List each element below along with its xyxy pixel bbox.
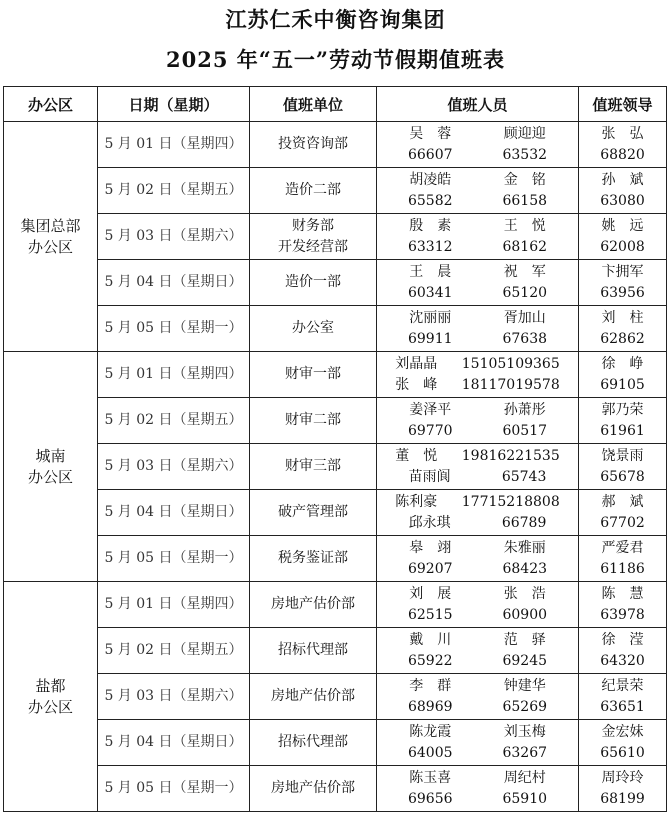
duty-date: 5 月 02 日（星期五） (98, 398, 250, 444)
leader-name: 饶景雨 (601, 447, 644, 464)
duty-staff-cell (377, 352, 579, 398)
duty-staff-cell (377, 214, 579, 260)
duty-staff-cell (377, 766, 579, 812)
staff-names-line (377, 676, 578, 697)
duty-unit-cell (250, 720, 377, 766)
staff-names-line (377, 584, 578, 605)
header-staff: 值班人员 (377, 87, 579, 122)
staff-phone: 63532 (502, 146, 548, 163)
staff-names-line (377, 216, 578, 237)
staff-names-line (377, 630, 578, 651)
staff-phones-line (377, 651, 578, 672)
duty-date: 5 月 04 日（星期日） (98, 720, 250, 766)
staff-phone: 60900 (502, 606, 548, 623)
duty-leader-cell (579, 720, 667, 766)
staff-name: 王 悦 (503, 217, 546, 234)
duty-unit-cell (250, 674, 377, 720)
staff-phone: 69207 (407, 560, 453, 577)
staff-name: 姜泽平 (409, 401, 452, 418)
duty-leader-cell (579, 122, 667, 168)
staff-names-line (377, 768, 578, 789)
duty-staff-cell (377, 582, 579, 628)
staff-phone: 65743 (501, 468, 547, 485)
staff-name: 范 驿 (503, 631, 546, 648)
duty-staff-cell (377, 490, 579, 536)
staff-phone: 68162 (502, 238, 548, 255)
duty-leader-cell (579, 306, 667, 352)
duty-leader-cell (579, 168, 667, 214)
office-region-label: 办公区 (27, 697, 73, 716)
staff-names-line (377, 538, 578, 559)
duty-unit-secondary: 开发经营部 (278, 238, 348, 255)
office-region-name: 盐都 (35, 676, 66, 695)
staff-phone: 66789 (501, 514, 547, 531)
staff-names-line (377, 262, 578, 283)
staff-name: 张 峰 (395, 376, 438, 393)
duty-unit-cell (250, 766, 377, 812)
duty-leader-cell (579, 674, 667, 720)
staff-phone: 67638 (502, 330, 548, 347)
staff-name: 孙萧彤 (503, 401, 546, 418)
staff-name: 董 悦 (395, 447, 438, 464)
staff-phone: 65269 (502, 698, 548, 715)
staff-entry (377, 446, 578, 467)
duty-leader-cell (579, 260, 667, 306)
leader-phone: 63978 (600, 606, 645, 623)
duty-staff-cell (377, 306, 579, 352)
staff-name: 刘晶晶 (395, 355, 438, 372)
duty-unit-cell (250, 628, 377, 674)
staff-name: 朱雅丽 (503, 539, 546, 556)
staff-phones-line (377, 789, 578, 810)
staff-phone: 69245 (502, 652, 548, 669)
duty-date: 5 月 03 日（星期六） (98, 674, 250, 720)
duty-leader-cell (579, 582, 667, 628)
duty-unit-cell (250, 260, 377, 306)
staff-phone: 65120 (502, 284, 548, 301)
table-row (4, 536, 667, 582)
staff-names-line (377, 722, 578, 743)
duty-unit: 招标代理部 (278, 734, 348, 750)
duty-date: 5 月 02 日（星期五） (98, 168, 250, 214)
staff-name: 胡凌皓 (409, 171, 452, 188)
staff-names-line (377, 308, 578, 329)
office-region-label: 办公区 (27, 237, 73, 256)
staff-phones-line (377, 237, 578, 258)
leader-name: 陈 慧 (601, 585, 644, 602)
staff-phones-line (377, 145, 578, 166)
staff-name: 陈玉喜 (409, 769, 452, 786)
duty-date: 5 月 05 日（星期一） (98, 536, 250, 582)
duty-staff-cell (377, 628, 579, 674)
staff-phone: 15105109365 (461, 355, 560, 372)
staff-name: 顾迎迎 (503, 125, 546, 142)
duty-unit-cell (250, 444, 377, 490)
duty-unit: 财审三部 (285, 458, 341, 474)
duty-roster-table (3, 86, 667, 812)
leader-name: 张 弘 (601, 125, 644, 142)
staff-phone: 18117019578 (461, 376, 560, 393)
leader-name: 刘 柱 (601, 309, 644, 326)
duty-date: 5 月 02 日（星期五） (98, 628, 250, 674)
staff-names-line (377, 170, 578, 191)
staff-entry (377, 375, 578, 396)
staff-phone: 60341 (407, 284, 453, 301)
duty-unit-cell (250, 490, 377, 536)
duty-leader-cell (579, 444, 667, 490)
header-date: 日期（星期） (98, 87, 250, 122)
duty-staff-cell (377, 398, 579, 444)
duty-unit: 房地产估价部 (271, 596, 355, 612)
table-row (4, 628, 667, 674)
leader-phone: 64320 (600, 652, 645, 669)
duty-unit: 房地产估价部 (271, 688, 355, 704)
staff-phone: 66607 (407, 146, 453, 163)
duty-unit-cell (250, 168, 377, 214)
duty-leader-cell (579, 490, 667, 536)
staff-phones-line (377, 605, 578, 626)
staff-phone: 60517 (502, 422, 548, 439)
leader-phone: 65678 (600, 468, 645, 485)
staff-name: 张 浩 (503, 585, 546, 602)
duty-unit-cell (250, 306, 377, 352)
office-region-cell (4, 582, 98, 812)
table-row (4, 214, 667, 260)
table-row (4, 444, 667, 490)
duty-unit: 投资咨询部 (278, 136, 348, 152)
staff-entry (377, 467, 578, 488)
duty-unit: 财审二部 (285, 412, 341, 428)
staff-entry (377, 354, 578, 375)
table-row (4, 306, 667, 352)
duty-unit: 办公室 (292, 320, 334, 336)
duty-staff-cell (377, 720, 579, 766)
staff-name: 王 晨 (409, 263, 452, 280)
staff-name: 沈丽丽 (409, 309, 452, 326)
duty-unit-cell (250, 214, 377, 260)
staff-phone: 68423 (502, 560, 548, 577)
staff-name: 陈龙霞 (409, 723, 452, 740)
table-row (4, 766, 667, 812)
staff-name: 李 群 (409, 677, 452, 694)
staff-phone: 65910 (502, 790, 548, 807)
duty-date: 5 月 01 日（星期四） (98, 582, 250, 628)
duty-leader-cell (579, 628, 667, 674)
staff-phones-line (377, 421, 578, 442)
staff-phones-line (377, 283, 578, 304)
leader-name: 郭乃荣 (601, 401, 644, 418)
staff-name: 钟建华 (503, 677, 546, 694)
office-region-cell (4, 352, 98, 582)
table-row (4, 674, 667, 720)
leader-phone: 61186 (600, 560, 645, 577)
office-region-label: 办公区 (27, 467, 73, 486)
leader-name: 周玲玲 (601, 769, 644, 786)
staff-name: 殷 素 (409, 217, 452, 234)
staff-phone: 68969 (407, 698, 453, 715)
duty-unit: 财审一部 (285, 366, 341, 382)
staff-entry (377, 492, 578, 513)
office-region-cell (4, 122, 98, 352)
office-region-name: 城南 (35, 446, 66, 465)
duty-date: 5 月 03 日（星期六） (98, 214, 250, 260)
leader-phone: 63080 (600, 192, 645, 209)
duty-unit: 税务鉴证部 (278, 550, 348, 566)
table-row (4, 720, 667, 766)
leader-name: 徐 峥 (601, 355, 644, 372)
staff-name: 皋 翊 (409, 539, 452, 556)
duty-date: 5 月 05 日（星期一） (98, 766, 250, 812)
leader-phone: 68820 (600, 146, 645, 163)
staff-entry (377, 513, 578, 534)
duty-date: 5 月 05 日（星期一） (98, 306, 250, 352)
staff-phone: 65922 (407, 652, 453, 669)
duty-unit: 破产管理部 (278, 504, 348, 520)
duty-staff-cell (377, 122, 579, 168)
leader-phone: 63651 (600, 698, 645, 715)
leader-phone: 62008 (600, 238, 645, 255)
leader-phone: 67702 (600, 514, 645, 531)
leader-name: 卞拥军 (601, 263, 644, 280)
staff-phones-line (377, 329, 578, 350)
duty-leader-cell (579, 352, 667, 398)
header-unit: 值班单位 (250, 87, 377, 122)
table-row (4, 398, 667, 444)
staff-names-line (377, 124, 578, 145)
duty-unit: 房地产估价部 (271, 780, 355, 796)
leader-name: 徐 滢 (601, 631, 644, 648)
staff-name: 金 铭 (503, 171, 546, 188)
duty-unit-cell (250, 582, 377, 628)
duty-leader-cell (579, 214, 667, 260)
leader-phone: 61961 (600, 422, 645, 439)
duty-staff-cell (377, 536, 579, 582)
staff-phone: 62515 (407, 606, 453, 623)
staff-name: 陈利豪 (395, 493, 438, 510)
duty-staff-cell (377, 674, 579, 720)
staff-phone: 64005 (407, 744, 453, 761)
duty-date: 5 月 04 日（星期日） (98, 490, 250, 536)
staff-phone: 17715218808 (461, 493, 560, 510)
document-title: 江苏仁禾中衡咨询集团 (225, 7, 446, 32)
staff-name: 刘 展 (409, 585, 452, 602)
staff-phone: 65582 (407, 192, 453, 209)
staff-name: 苗雨阆 (408, 468, 451, 485)
header-leader: 值班领导 (579, 87, 667, 122)
leader-phone: 69105 (600, 376, 645, 393)
staff-name: 周纪村 (503, 769, 546, 786)
staff-phones-line (377, 559, 578, 580)
table-row (4, 490, 667, 536)
duty-unit-cell (250, 398, 377, 444)
document-subtitle: 2025 年“五一”劳动节假期值班表 (166, 47, 505, 72)
staff-phone: 66158 (502, 192, 548, 209)
staff-name: 邱永琪 (408, 514, 451, 531)
staff-phone: 69770 (407, 422, 453, 439)
duty-date: 5 月 03 日（星期六） (98, 444, 250, 490)
leader-name: 姚 远 (601, 217, 644, 234)
duty-unit-cell (250, 536, 377, 582)
staff-phone: 69911 (407, 330, 453, 347)
staff-name: 吴 蓉 (409, 125, 452, 142)
staff-name: 祝 军 (503, 263, 546, 280)
staff-phones-line (377, 697, 578, 718)
table-row (4, 168, 667, 214)
staff-phone: 19816221535 (461, 447, 560, 464)
duty-leader-cell (579, 398, 667, 444)
staff-name: 戴 川 (409, 631, 452, 648)
duty-leader-cell (579, 766, 667, 812)
staff-name: 胥加山 (503, 309, 546, 326)
staff-name: 刘玉梅 (503, 723, 546, 740)
duty-unit: 招标代理部 (278, 642, 348, 658)
staff-names-line (377, 400, 578, 421)
duty-unit: 造价一部 (285, 274, 341, 290)
staff-phone: 69656 (407, 790, 453, 807)
table-body (4, 122, 667, 812)
duty-date: 5 月 01 日（星期四） (98, 352, 250, 398)
leader-name: 孙 斌 (601, 171, 644, 188)
table-row (4, 122, 667, 168)
staff-phone: 63267 (502, 744, 548, 761)
duty-unit: 造价二部 (285, 182, 341, 198)
duty-unit-cell (250, 352, 377, 398)
leader-name: 郝 斌 (601, 493, 644, 510)
leader-phone: 68199 (600, 790, 645, 807)
leader-name: 纪景荣 (601, 677, 644, 694)
leader-phone: 63956 (600, 284, 645, 301)
table-header-row (4, 87, 667, 122)
duty-staff-cell (377, 168, 579, 214)
duty-staff-cell (377, 260, 579, 306)
leader-phone: 65610 (600, 744, 645, 761)
staff-phone: 63312 (407, 238, 453, 255)
staff-phones-line (377, 743, 578, 764)
duty-unit: 财务部 (292, 217, 334, 234)
duty-date: 5 月 01 日（星期四） (98, 122, 250, 168)
header-office: 办公区 (4, 87, 98, 122)
leader-phone: 62862 (600, 330, 645, 347)
duty-unit-cell (250, 122, 377, 168)
table-row (4, 582, 667, 628)
duty-staff-cell (377, 444, 579, 490)
staff-phones-line (377, 191, 578, 212)
leader-name: 严爱君 (601, 539, 644, 556)
table-row (4, 260, 667, 306)
table-row (4, 352, 667, 398)
duty-leader-cell (579, 536, 667, 582)
office-region-name: 集团总部 (20, 216, 81, 235)
duty-date: 5 月 04 日（星期日） (98, 260, 250, 306)
leader-name: 金宏妹 (601, 723, 644, 740)
